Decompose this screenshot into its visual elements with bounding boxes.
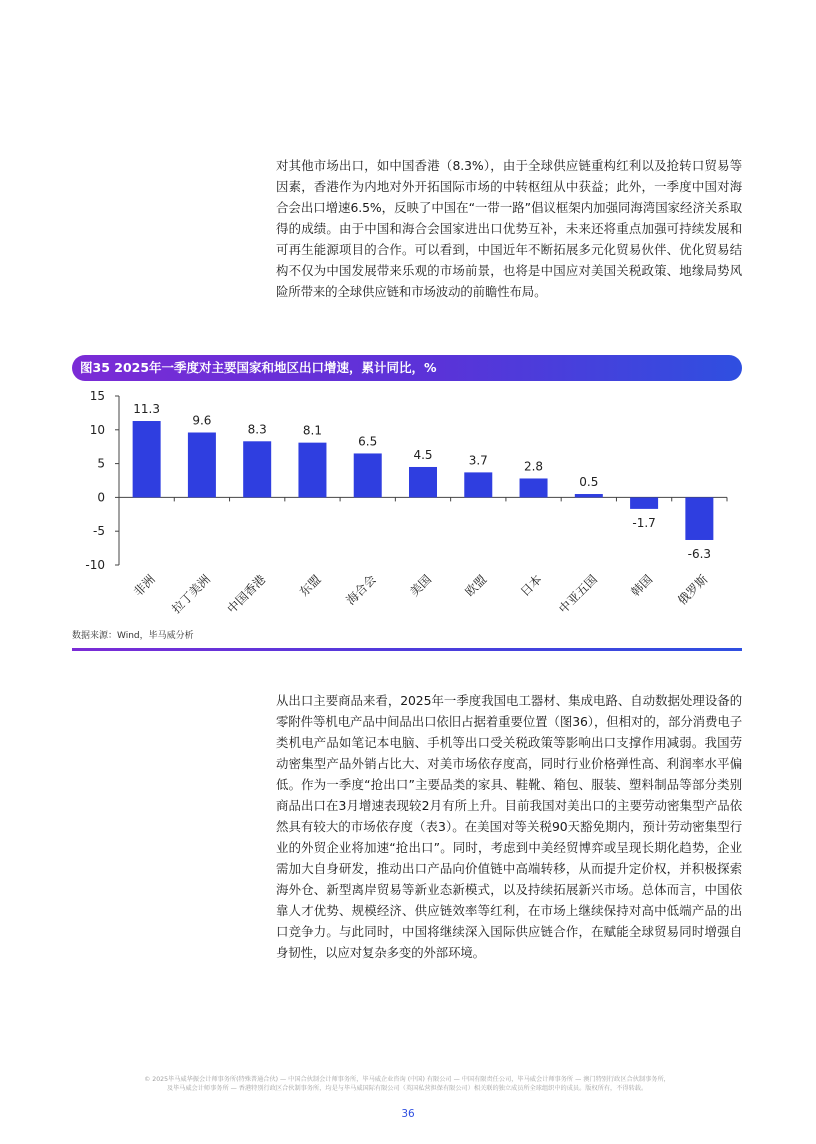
value-label: 4.5 [413,447,433,462]
value-label: 0.5 [579,475,599,490]
y-tick-label: -5 [93,524,105,539]
y-tick-label: 10 [89,422,105,437]
value-label: 6.5 [358,434,378,449]
category-label: 欧盟 [462,572,490,600]
category-label: 海合会 [343,572,379,608]
export-growth-bar-chart [72,382,742,626]
value-label: 3.7 [468,453,488,468]
category-label: 东盟 [296,572,324,600]
category-label: 俄罗斯 [675,572,711,608]
bar-2 [243,441,271,497]
category-label: 日本 [517,572,545,600]
category-label: 中亚五国 [556,572,600,617]
bar-5 [409,467,437,497]
bar-10 [685,497,713,540]
bar-9 [630,497,658,508]
category-label: 韩国 [628,572,656,600]
data-source-note: 数据来源：Wind，毕马威分析 [72,631,194,641]
value-label: 9.6 [192,413,212,428]
value-label: 8.1 [302,423,323,438]
body-paragraph-2: 从出口主要商品来看，2025年一季度我国电工器材、集成电路、自动数据处理设备的零附件等机电产品中间品出口依旧占据着重要位置（图36），但相对的，部分消费电子类机电产品如笔记本电脑、手机等出口受关税政策等影响出口支撑作用减弱。我国劳动密集型产品外销占比大、对美市场依存度高，同时行业价格弹性高、利润率水平偏低。作为一季度“抢出口”主要品类的家具、鞋靴、箱包、服装、塑料制品等部分类别商品出口在3月增速表现较2月有所上升。目前我国对美出口的主要劳动密集型产品依然具有较大的市场依存度（表3）。在美国对等关税90天豁免期内，预计劳动密集型行业的外贸企业将加速“抢出口”。同时，考虑到中美经贸博弈或呈现长期化趋势，企业需加大自身研发，推动出口产品向价值链中高端转移，从而提升定价权，并积极探索海外仓、新型离岸贸易等新业态新模式，以及持续拓展新兴市场。总体而言，中国依靠人才优势、规模经济、供应链效率等红利，在市场上继续保持对高中低端产品的出口竞争力。与此同时，中国将继续深入国际供应链合作，在赋能全球贸易同时增强自身韧性，以应对复杂多变的外部环境。 [276,693,742,960]
category-label: 中国香港 [224,572,269,617]
body-paragraph-1: 对其他市场出口，如中国香港（8.3%），由于全球供应链重构红利以及抢转口贸易等因素，香港作为内地对外开拓国际市场的中转枢纽从中获益；此外，一季度中国对海合会出口增速6.5%，反映了中国在“一带一路”倡议框架内加强同海湾国家经济关系取得的成绩。由于中国和海合会国家进出口优势互补，未来还将重点加强可持续发展和可再生能源项目的合作。可以看到，中国近年不断拓展多元化贸易伙伴、优化贸易结构不仅为中国发展带来乐观的市场前景，也将是中国应对美国关税政策、地缘局势风险所带来的全球供应链和市场波动的前瞻性布局。 [276,158,742,299]
y-tick-label: 5 [97,456,105,471]
bar-1 [188,433,216,498]
bar-8 [575,494,603,497]
y-tick-label: 0 [97,490,105,505]
copyright-line-2: 及毕马威会计师事务所 — 香港特别行政区合伙制事务所，均是与毕马威国际有限公司（英国私营担保有限公司）相关联的独立成员所全球组织中的成员。版权所有，不得转载。 [166,1085,648,1092]
value-label: 2.8 [523,459,544,474]
category-label: 非洲 [130,572,158,600]
bar-0 [133,421,161,497]
bar-3 [298,443,326,498]
value-label: 11.3 [133,402,160,417]
bar-7 [520,478,548,497]
value-label: -1.7 [632,515,656,530]
category-label: 拉丁美洲 [169,572,214,617]
figure-divider [72,648,742,651]
y-tick-label: 15 [89,389,105,403]
bar-6 [464,472,492,497]
copyright-line-1: © 2025毕马威华振会计师事务所(特殊普通合伙) — 中国合伙制会计师事务所，毕马威企业咨询 (中国) 有限公司 — 中国有限责任公司，毕马威会计师事务所 — 澳门特别行政区合伙制事务所， [144,1076,670,1083]
value-label: -6.3 [687,546,712,561]
page-number: 36 [401,1108,415,1120]
y-tick-label: -10 [85,558,105,572]
category-label: 美国 [407,572,435,600]
figure-title-banner: 图35 2025年一季度对主要国家和地区出口增速，累计同比，% [72,355,742,381]
copyright-footer [72,1075,742,1093]
value-label: 8.3 [247,422,267,437]
bar-4 [354,453,382,497]
